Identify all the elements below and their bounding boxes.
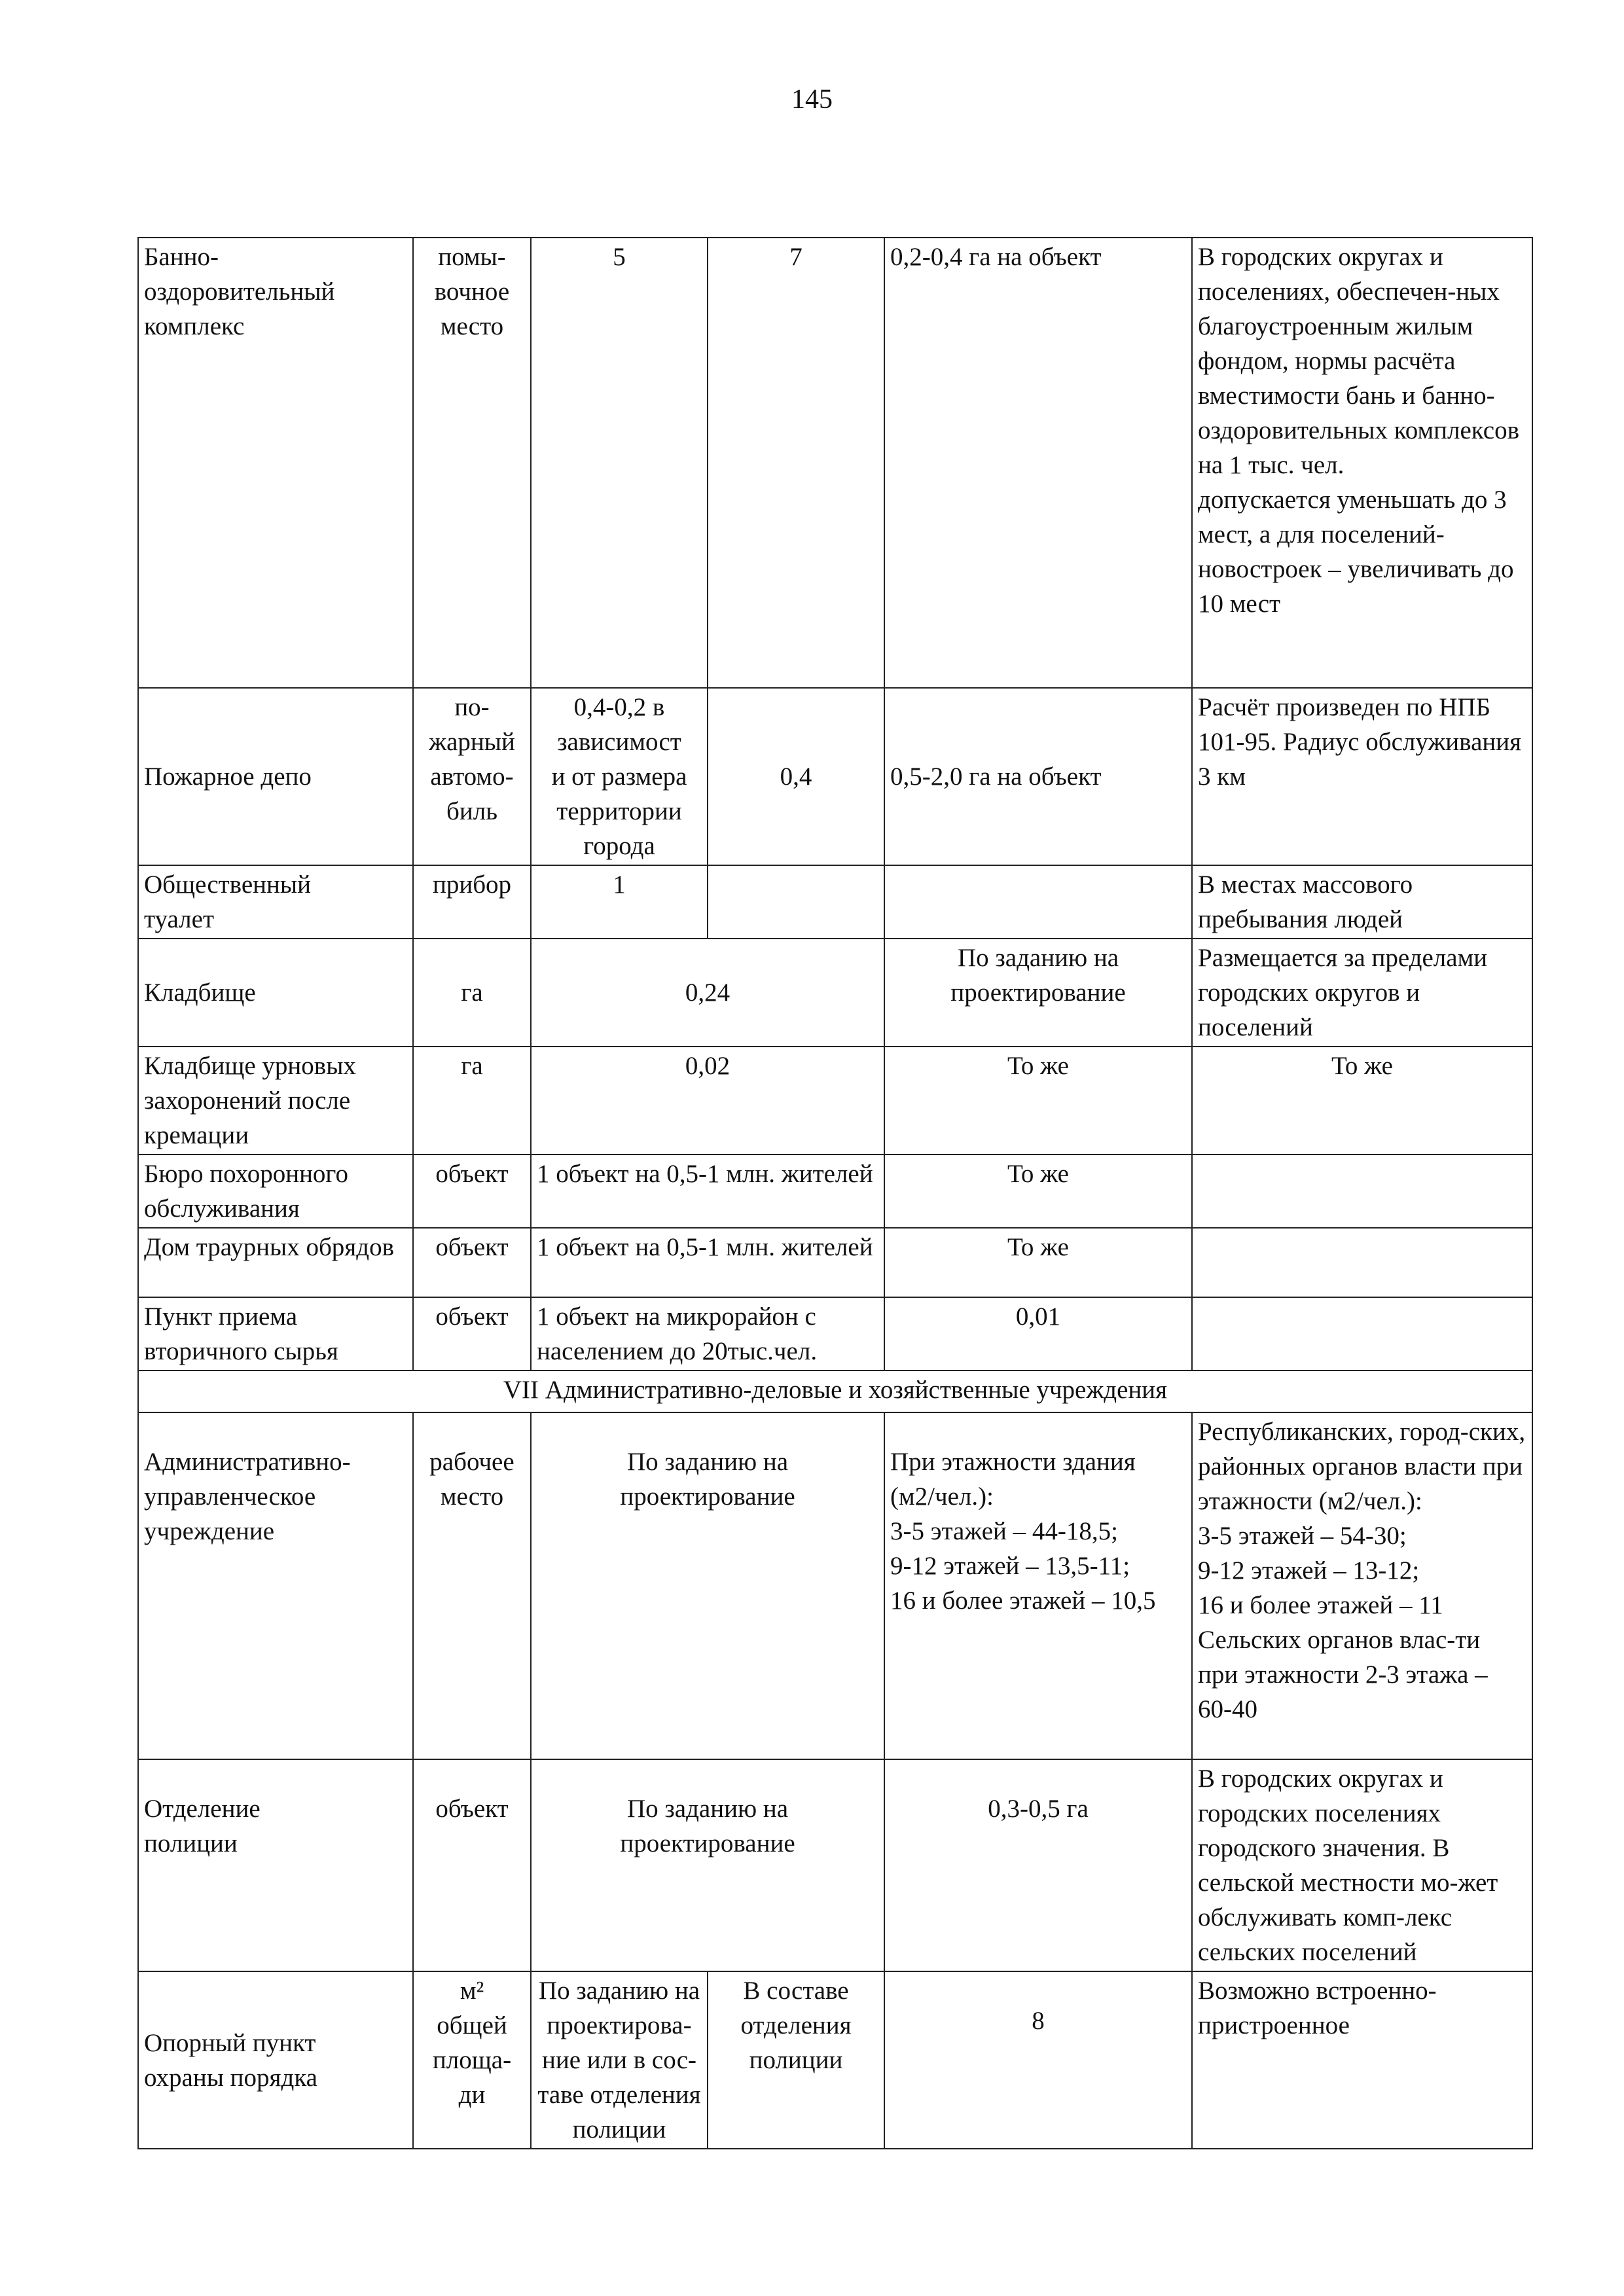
cell-value: 1 объект на 0,5-1 млн. жителей: [531, 1228, 884, 1297]
cell-value: 1 объект на 0,5-1 млн. жителей: [531, 1155, 884, 1228]
table-row: [138, 1047, 1532, 1155]
table-row: [138, 1412, 1532, 1759]
cell-area: То же: [884, 1228, 1192, 1297]
cell-unit: помы- вочное место: [413, 238, 531, 688]
cell-note: В городских округах и поселениях, обеспечен-ных благоустроенным жилым фондом, нормы расчёта вместимости бань и банно-оздоровительных комплексов на 1 тыс. чел. допускается уменьшать до 3 мест, а для поселений-новостроек – увеличивать до 10 мест: [1192, 238, 1532, 688]
cell-name: Кладбище: [138, 939, 413, 1047]
cell-value: 7: [708, 238, 884, 688]
cell-area: 0,2-0,4 га на объект: [884, 238, 1192, 688]
table-row: [138, 1297, 1532, 1371]
table-row: [138, 1155, 1532, 1228]
section-header-row: [138, 1371, 1532, 1412]
cell-value: По заданию на проектирование: [531, 1759, 884, 1971]
cell-unit: объект: [413, 1155, 531, 1228]
table-row: [138, 688, 1532, 865]
cell-value: По заданию на проектирова- ние или в сос- таве отделения полиции: [531, 1971, 708, 2149]
cell-name: Опорный пункт охраны порядка: [138, 1971, 413, 2149]
cell-note: То же: [1192, 1047, 1532, 1155]
cell-area: При этажности здания (м2/чел.): 3-5 этажей – 44-18,5; 9-12 этажей – 13,5-11; 16 и более этажей – 10,5: [884, 1412, 1192, 1759]
cell-unit: га: [413, 939, 531, 1047]
cell-area: 0,5-2,0 га на объект: [884, 688, 1192, 865]
table-row: [138, 939, 1532, 1047]
table-row: [138, 238, 1532, 688]
cell-unit: га: [413, 1047, 531, 1155]
page-number: 145: [791, 84, 833, 115]
cell-name: Административно- управленческое учреждение: [138, 1412, 413, 1759]
cell-unit: прибор: [413, 865, 531, 939]
cell-value: В составе отделения полиции: [708, 1971, 884, 2149]
cell-value: 0,24: [531, 939, 884, 1047]
table-row: [138, 1228, 1532, 1297]
cell-area: То же: [884, 1155, 1192, 1228]
cell-unit: рабочее место: [413, 1412, 531, 1759]
cell-unit: по- жарный автомо- биль: [413, 688, 531, 865]
cell-name: Бюро похоронного обслуживания: [138, 1155, 413, 1228]
cell-area: То же: [884, 1047, 1192, 1155]
norms-table: [137, 237, 1533, 2149]
table-row: [138, 1971, 1532, 2149]
cell-name: Дом траурных обрядов: [138, 1228, 413, 1297]
cell-value: По заданию на проектирование: [531, 1412, 884, 1759]
cell-unit: объект: [413, 1759, 531, 1971]
cell-area: 0,01: [884, 1297, 1192, 1371]
cell-value: 0,02: [531, 1047, 884, 1155]
cell-note: В городских округах и городских поселениях городского значения. В сельской местности мо-жет обслуживать комп-лекс сельских поселений: [1192, 1759, 1532, 1971]
cell-area: 8: [884, 1971, 1192, 2149]
table-row: [138, 1759, 1532, 1971]
cell-name: Пункт приема вторичного сырья: [138, 1297, 413, 1371]
table-row: [138, 865, 1532, 939]
cell-area: По заданию на проектирование: [884, 939, 1192, 1047]
cell-value: 1 объект на микрорайон с населением до 20тыс.чел.: [531, 1297, 884, 1371]
cell-value: 5: [531, 238, 708, 688]
cell-name: Отделение полиции: [138, 1759, 413, 1971]
cell-name: Общественный туалет: [138, 865, 413, 939]
section-title: VII Административно-деловые и хозяйственные учреждения: [138, 1371, 1532, 1412]
cell-note: Возможно встроенно- пристроенное: [1192, 1971, 1532, 2149]
cell-unit: объект: [413, 1228, 531, 1297]
cell-note: Республиканских, город-ских, районных органов власти при этажности (м2/чел.): 3-5 этажей – 54-30; 9-12 этажей – 13-12; 16 и более этажей – 11 Сельских органов влас-ти при этажности 2-3 этажа – 60-40: [1192, 1412, 1532, 1759]
cell-name: Банно- оздоровительный комплекс: [138, 238, 413, 688]
cell-area: 0,3-0,5 га: [884, 1759, 1192, 1971]
cell-note: Расчёт произведен по НПБ 101-95. Радиус обслуживания 3 км: [1192, 688, 1532, 865]
cell-name: Кладбище урновых захоронений после кремации: [138, 1047, 413, 1155]
cell-value: 0,4-0,2 в зависимост и от размера территории города: [531, 688, 708, 865]
cell-note: Размещается за пределами городских округов и поселений: [1192, 939, 1532, 1047]
cell-unit: м² общей площа- ди: [413, 1971, 531, 2149]
cell-value: 1: [531, 865, 708, 939]
cell-value: 0,4: [708, 688, 884, 865]
cell-name: Пожарное депо: [138, 688, 413, 865]
cell-unit: объект: [413, 1297, 531, 1371]
cell-note: В местах массового пребывания людей: [1192, 865, 1532, 939]
